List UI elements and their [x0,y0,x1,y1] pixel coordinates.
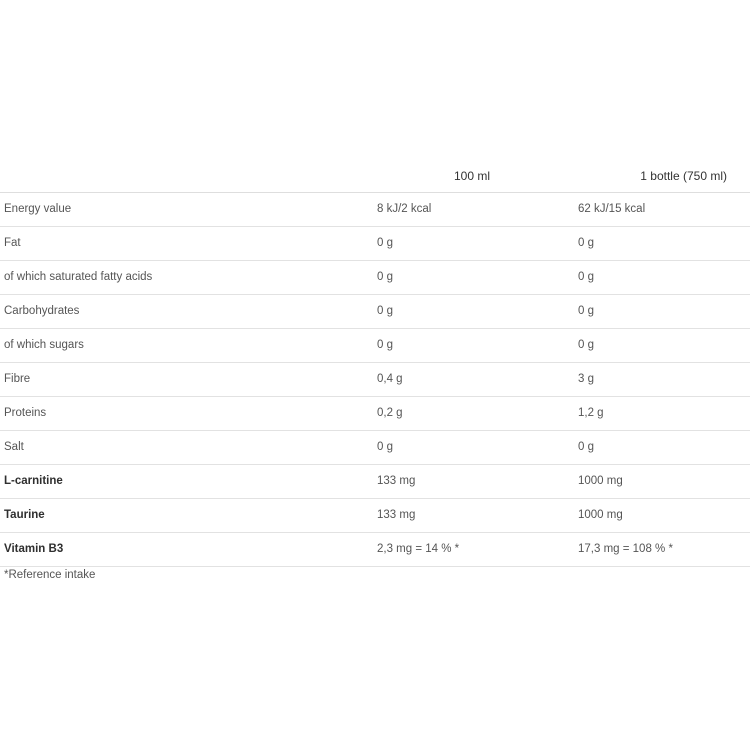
table-row-proteins [0,397,750,431]
nutrient-name: Carbohydrates [4,305,80,317]
nutrient-name: Energy value [4,203,72,215]
table-row-energy [0,193,750,227]
table-row-fibre [0,363,750,397]
value-per-100ml: 133 mg [377,509,416,521]
value-per-100ml: 0 g [377,237,393,249]
nutrient-name: of which saturated fatty acids [4,271,153,283]
value-per-100ml: 133 mg [377,475,416,487]
value-per-100ml: 0,2 g [377,407,403,419]
nutrient-name: of which sugars [4,339,84,351]
nutrient-name: Proteins [4,407,47,419]
value-per-bottle: 0 g [578,339,594,351]
value-per-100ml: 0,4 g [377,373,403,385]
value-per-bottle: 1000 mg [578,509,623,521]
value-per-100ml: 0 g [377,441,393,453]
header-per-100ml: 100 ml [453,169,490,183]
table-row-sugars [0,329,750,363]
value-per-100ml: 2,3 mg = 14 % * [377,543,460,555]
value-per-bottle: 62 kJ/15 kcal [578,203,646,215]
nutrient-name: Taurine [4,509,45,521]
value-per-bottle: 0 g [578,441,594,453]
value-per-100ml: 0 g [377,339,393,351]
value-per-bottle: 1,2 g [578,407,604,419]
nutrient-name: Vitamin B3 [4,543,64,555]
table-row-fat [0,227,750,261]
table-row-l-carnitine [0,465,750,499]
nutrient-name: Salt [4,441,24,453]
value-per-bottle: 17,3 mg = 108 % * [578,543,673,555]
nutrient-name: L-carnitine [4,475,63,487]
reference-intake-footnote: *Reference intake [4,569,96,581]
value-per-100ml: 8 kJ/2 kcal [377,203,432,215]
table-row-taurine [0,499,750,533]
value-per-bottle: 0 g [578,237,594,249]
value-per-bottle: 0 g [578,271,594,283]
table-row-saturated-fat [0,261,750,295]
header-per-bottle: 1 bottle (750 ml) [640,169,727,183]
value-per-100ml: 0 g [377,271,393,283]
value-per-bottle: 0 g [578,305,594,317]
table-row-salt [0,431,750,465]
nutrition-table [0,158,750,567]
table-row-carbohydrates [0,295,750,329]
value-per-bottle: 3 g [578,373,594,385]
value-per-100ml: 0 g [377,305,393,317]
nutrient-name: Fat [4,237,21,249]
nutrient-name: Fibre [4,373,31,385]
value-per-bottle: 1000 mg [578,475,623,487]
table-header-row [0,158,750,193]
table-row-vitamin-b3 [0,533,750,567]
